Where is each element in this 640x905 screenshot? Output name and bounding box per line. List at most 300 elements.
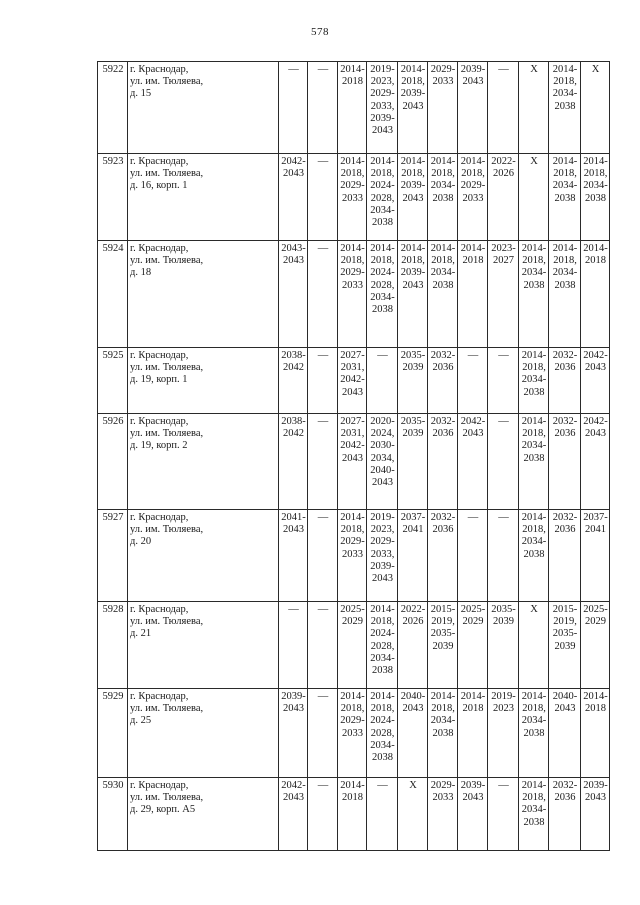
period-line: 2018, xyxy=(431,255,455,267)
period-line: 2025- xyxy=(583,604,608,615)
period-line: 2028, xyxy=(370,640,395,652)
period-line: 2029- xyxy=(460,180,486,192)
period-line: 2018, xyxy=(370,703,395,715)
period-line: 2018, xyxy=(340,168,365,180)
period-line: 2034- xyxy=(430,180,456,192)
period-cell xyxy=(428,510,458,602)
period-cell xyxy=(367,414,398,510)
address-line: г. Краснодар, xyxy=(130,604,189,615)
address-line: г. Краснодар, xyxy=(130,64,189,75)
period-line: — xyxy=(377,350,388,361)
period-line: 2036 xyxy=(432,524,454,536)
period-line: 2043 xyxy=(283,792,304,804)
period-line: 2018, xyxy=(370,255,395,267)
period-line: 2014- xyxy=(460,156,486,167)
period-line: 2025- xyxy=(460,604,486,615)
period-cell xyxy=(308,510,338,602)
period-cell xyxy=(519,348,549,414)
address-line: ул. им. Тюляева, xyxy=(130,76,204,88)
period-line: 2019, xyxy=(431,616,455,628)
address-line: г. Краснодар, xyxy=(130,780,189,791)
period-line: 2034- xyxy=(521,715,547,727)
period-line: 2018, xyxy=(401,76,425,88)
period-line: 2018, xyxy=(553,168,577,180)
period-line: 2019, xyxy=(553,616,577,628)
period-line: 2042- xyxy=(281,156,306,167)
period-cell xyxy=(279,602,308,689)
period-line: 2043 xyxy=(585,792,606,804)
period-cell xyxy=(279,154,308,241)
period-line: 2034- xyxy=(552,267,578,279)
period-line: — xyxy=(498,350,509,361)
period-line: 2042- xyxy=(281,780,306,791)
address-line: ул. им. Тюляева, xyxy=(130,362,204,374)
address-cell xyxy=(128,510,279,602)
period-line: 2018, xyxy=(522,428,546,440)
period-cell xyxy=(581,62,610,154)
period-line: 2042- xyxy=(583,350,608,361)
period-line: 2039- xyxy=(400,267,426,279)
period-line: 2038 xyxy=(372,304,393,316)
period-line: 2043 xyxy=(402,100,424,112)
period-line: 2038 xyxy=(372,665,393,677)
period-line: 2033 xyxy=(342,727,363,739)
period-cell xyxy=(338,778,367,851)
period-line: 2039 xyxy=(493,616,514,628)
period-line: 2043- xyxy=(281,243,306,254)
period-line: 2018, xyxy=(522,792,546,804)
period-line: Х xyxy=(591,64,600,75)
period-cell xyxy=(367,62,398,154)
period-line: 2018, xyxy=(522,524,546,536)
period-line: 2029 xyxy=(342,616,363,628)
period-line: 2014- xyxy=(340,691,365,702)
table-row xyxy=(98,510,610,602)
period-line: 2018, xyxy=(553,255,577,267)
period-line: 2038- xyxy=(281,416,306,427)
period-cell xyxy=(398,602,428,689)
period-line: 2036 xyxy=(432,428,454,440)
period-line: 2024- xyxy=(370,715,395,727)
period-cell xyxy=(428,241,458,348)
period-line: 2039- xyxy=(370,112,395,124)
period-cell xyxy=(428,689,458,778)
period-line: 2034- xyxy=(370,739,395,751)
period-cell xyxy=(488,348,519,414)
period-line: 2041 xyxy=(402,524,424,536)
period-line: 2014- xyxy=(340,780,365,791)
period-line: 2014- xyxy=(460,691,486,702)
period-line: 2027 xyxy=(493,255,514,267)
period-line: 2014- xyxy=(370,243,395,254)
period-line: 2023 xyxy=(493,703,514,715)
period-line: 2014- xyxy=(521,350,547,361)
period-line: 2042- xyxy=(340,374,365,386)
period-line: 2034- xyxy=(552,180,578,192)
period-cell xyxy=(519,241,549,348)
period-cell xyxy=(581,241,610,348)
period-line: 2014- xyxy=(583,691,608,702)
address-line: г. Краснодар, xyxy=(130,691,189,702)
address-line: г. Краснодар, xyxy=(130,350,189,361)
period-line: 2028, xyxy=(370,727,395,739)
period-line: 2019- xyxy=(491,691,516,702)
period-line: 2028, xyxy=(370,192,395,204)
period-line: 2039 xyxy=(402,428,424,440)
period-line: 2039- xyxy=(583,780,608,791)
table-row xyxy=(98,778,610,851)
period-line: 2035- xyxy=(491,604,516,615)
period-line: 2018, xyxy=(522,362,546,374)
address-cell xyxy=(128,241,279,348)
period-line: 2042 xyxy=(283,362,304,374)
period-cell xyxy=(308,348,338,414)
period-cell xyxy=(519,154,549,241)
period-line: 2018, xyxy=(461,168,485,180)
period-line: 2036 xyxy=(554,792,576,804)
period-line: 2019- xyxy=(370,64,395,75)
period-line: 2028, xyxy=(370,279,395,291)
period-line: 2038 xyxy=(523,548,545,560)
table-row xyxy=(98,348,610,414)
period-cell xyxy=(488,602,519,689)
period-line: Х xyxy=(530,156,538,167)
period-line: — xyxy=(377,780,388,791)
period-line: 2014- xyxy=(370,691,395,702)
period-line: 2027- xyxy=(340,416,365,427)
period-line: — xyxy=(317,156,329,167)
period-cell xyxy=(488,62,519,154)
period-line: 2038 xyxy=(554,279,576,291)
period-cell xyxy=(458,778,488,851)
period-line: — xyxy=(317,512,329,523)
period-line: 2032- xyxy=(552,780,578,791)
period-cell xyxy=(398,154,428,241)
period-line: 2029- xyxy=(430,64,456,75)
table-row xyxy=(98,62,610,154)
period-line: 2015- xyxy=(430,604,456,615)
period-line: 2018 xyxy=(462,703,484,715)
period-cell xyxy=(428,62,458,154)
period-line: — xyxy=(498,64,509,75)
period-cell xyxy=(488,510,519,602)
row-number: 5926 xyxy=(98,414,128,510)
period-cell xyxy=(458,510,488,602)
period-line: 2036 xyxy=(432,362,454,374)
period-line: — xyxy=(317,604,329,615)
row-number: 5922 xyxy=(98,62,128,154)
period-line: 2039- xyxy=(460,64,486,75)
period-line: 2014- xyxy=(521,416,547,427)
period-cell xyxy=(519,778,549,851)
period-line: Х xyxy=(530,604,538,615)
period-cell xyxy=(428,778,458,851)
period-line: 2033, xyxy=(370,100,395,112)
period-line: 2038 xyxy=(523,816,545,828)
address-cell xyxy=(128,689,279,778)
period-cell xyxy=(367,241,398,348)
period-cell xyxy=(428,414,458,510)
address-cell xyxy=(128,154,279,241)
period-line: 2029 xyxy=(585,616,606,628)
period-line: 2014- xyxy=(552,64,578,75)
period-cell xyxy=(458,602,488,689)
period-line: — xyxy=(467,512,479,523)
period-line: 2029- xyxy=(340,536,365,548)
period-line: 2014- xyxy=(521,512,547,523)
table-row xyxy=(98,414,610,510)
period-line: 2029- xyxy=(370,536,395,548)
period-line: 2043 xyxy=(342,452,363,464)
period-line: 2023- xyxy=(491,243,516,254)
period-cell xyxy=(458,154,488,241)
repair-schedule-table xyxy=(97,61,610,851)
period-line: Х xyxy=(409,780,417,791)
period-cell xyxy=(488,414,519,510)
period-line: 2027- xyxy=(340,350,365,361)
period-line: 2014- xyxy=(340,64,365,75)
period-cell xyxy=(367,154,398,241)
period-cell xyxy=(549,414,581,510)
period-line: 2014- xyxy=(430,156,456,167)
period-line: 2043 xyxy=(585,428,606,440)
period-cell xyxy=(549,689,581,778)
period-line: 2014- xyxy=(521,691,547,702)
period-line: 2039- xyxy=(460,780,486,791)
period-line: 2029 xyxy=(462,616,484,628)
row-number: 5927 xyxy=(98,510,128,602)
period-line: 2043 xyxy=(342,386,363,398)
period-cell xyxy=(398,414,428,510)
period-line: 2034- xyxy=(521,440,547,452)
period-line: 2018, xyxy=(340,703,365,715)
period-cell xyxy=(279,689,308,778)
row-number: 5930 xyxy=(98,778,128,851)
period-line: 2014- xyxy=(552,243,578,254)
period-cell xyxy=(338,241,367,348)
period-cell xyxy=(367,602,398,689)
period-line: 2043 xyxy=(283,524,304,536)
period-line: 2039- xyxy=(400,180,426,192)
period-line: 2029- xyxy=(340,715,365,727)
period-line: 2033 xyxy=(342,279,363,291)
period-line: 2033 xyxy=(342,548,363,560)
period-line: 2020- xyxy=(370,416,395,427)
period-line: 2033 xyxy=(342,192,363,204)
period-line: 2041 xyxy=(585,524,606,536)
period-line: 2032- xyxy=(552,416,578,427)
period-line: 2018, xyxy=(431,703,455,715)
period-line: 2029- xyxy=(430,780,456,791)
period-line: 2034, xyxy=(370,452,395,464)
period-cell xyxy=(428,154,458,241)
period-cell xyxy=(581,348,610,414)
address-line: д. 19, корп. 2 xyxy=(130,440,188,452)
period-line: 2014- xyxy=(370,604,395,615)
period-line: 2018 xyxy=(462,255,484,267)
period-line: 2042- xyxy=(340,440,365,452)
period-line: 2024, xyxy=(370,428,395,440)
period-cell xyxy=(581,778,610,851)
period-line: 2014- xyxy=(583,243,608,254)
period-cell xyxy=(338,510,367,602)
period-cell xyxy=(519,510,549,602)
period-cell xyxy=(549,510,581,602)
period-line: 2018 xyxy=(342,76,363,88)
period-cell xyxy=(581,689,610,778)
period-line: 2032- xyxy=(552,512,578,523)
period-line: 2034- xyxy=(521,267,547,279)
period-cell xyxy=(519,689,549,778)
period-line: 2043 xyxy=(402,279,424,291)
period-line: — xyxy=(498,512,509,523)
period-cell xyxy=(308,62,338,154)
period-line: 2038 xyxy=(372,217,393,229)
period-line: 2042- xyxy=(583,416,608,427)
address-line: г. Краснодар, xyxy=(130,243,189,254)
period-line: 2026 xyxy=(402,616,424,628)
period-cell xyxy=(398,241,428,348)
period-cell xyxy=(549,778,581,851)
period-line: 2025- xyxy=(340,604,365,615)
period-cell xyxy=(398,62,428,154)
period-line: 2039 xyxy=(402,362,424,374)
period-line: 2033, xyxy=(370,548,395,560)
period-line: 2036 xyxy=(554,524,576,536)
period-line: 2018, xyxy=(370,616,395,628)
period-cell xyxy=(458,689,488,778)
period-line: — xyxy=(317,64,329,75)
period-line: 2024- xyxy=(370,180,395,192)
address-line: д. 25 xyxy=(130,715,152,727)
period-line: Х xyxy=(530,64,538,75)
period-line: — xyxy=(317,350,329,361)
period-cell xyxy=(338,602,367,689)
period-line: 2043 xyxy=(402,703,424,715)
period-cell xyxy=(367,348,398,414)
period-cell xyxy=(488,778,519,851)
period-line: 2033 xyxy=(432,792,454,804)
period-line: 2038 xyxy=(523,727,545,739)
period-cell xyxy=(338,348,367,414)
period-cell xyxy=(338,62,367,154)
period-line: 2014- xyxy=(340,156,365,167)
period-cell xyxy=(308,602,338,689)
row-number: 5923 xyxy=(98,154,128,241)
row-number: 5925 xyxy=(98,348,128,414)
period-line: 2038 xyxy=(523,386,545,398)
period-line: 2014- xyxy=(552,156,578,167)
period-line: 2034- xyxy=(430,715,456,727)
period-line: — xyxy=(498,780,509,791)
period-cell xyxy=(338,154,367,241)
period-cell xyxy=(519,414,549,510)
period-line: 2014- xyxy=(370,156,395,167)
period-cell xyxy=(549,602,581,689)
address-line: ул. им. Тюляева, xyxy=(130,428,204,440)
period-cell xyxy=(458,241,488,348)
period-line: 2040- xyxy=(400,691,426,702)
period-line: 2037- xyxy=(583,512,608,523)
row-number: 5929 xyxy=(98,689,128,778)
period-cell xyxy=(367,689,398,778)
period-cell xyxy=(428,348,458,414)
period-line: 2018, xyxy=(340,255,365,267)
period-line: 2018, xyxy=(401,255,425,267)
table-row xyxy=(98,241,610,348)
period-line: 2022- xyxy=(400,604,426,615)
period-line: 2014- xyxy=(400,156,426,167)
period-line: — xyxy=(317,691,329,702)
period-cell xyxy=(488,154,519,241)
table-row xyxy=(98,689,610,778)
period-line: 2039- xyxy=(400,88,426,100)
period-cell xyxy=(581,414,610,510)
period-cell xyxy=(458,414,488,510)
period-line: 2034- xyxy=(370,652,395,664)
period-cell xyxy=(398,689,428,778)
address-line: д. 20 xyxy=(130,536,152,548)
period-line: 2037- xyxy=(400,512,426,523)
period-cell xyxy=(549,62,581,154)
period-cell xyxy=(338,689,367,778)
address-line: д. 15 xyxy=(130,88,152,100)
period-line: 2038 xyxy=(523,452,545,464)
period-line: 2034- xyxy=(370,291,395,303)
period-cell xyxy=(581,602,610,689)
period-line: 2043 xyxy=(585,362,606,374)
period-cell xyxy=(279,778,308,851)
period-line: 2043 xyxy=(462,792,484,804)
period-line: 2043 xyxy=(372,573,393,585)
period-cell xyxy=(488,241,519,348)
period-cell xyxy=(549,241,581,348)
address-line: ул. им. Тюляева, xyxy=(130,703,204,715)
period-line: 2034- xyxy=(430,267,456,279)
address-cell xyxy=(128,348,279,414)
period-line: 2014- xyxy=(430,243,456,254)
table-row xyxy=(98,602,610,689)
period-line: 2035- xyxy=(400,416,426,427)
period-line: 2043 xyxy=(283,703,304,715)
period-line: 2014- xyxy=(340,512,365,523)
table-body xyxy=(98,62,610,851)
period-line: — xyxy=(317,243,329,254)
period-line: 2014- xyxy=(400,64,426,75)
period-line: 2029- xyxy=(370,88,395,100)
period-line: 2030- xyxy=(370,440,395,452)
period-line: 2043 xyxy=(283,255,304,267)
address-cell xyxy=(128,602,279,689)
address-line: ул. им. Тюляева, xyxy=(130,255,204,267)
address-line: д. 19, корп. 1 xyxy=(130,374,188,386)
period-cell xyxy=(279,414,308,510)
period-line: 2034- xyxy=(552,88,578,100)
period-line: 2032- xyxy=(430,512,456,523)
period-cell xyxy=(308,154,338,241)
period-line: 2043 xyxy=(372,477,393,489)
period-line: 2031, xyxy=(340,428,365,440)
period-line: 2022- xyxy=(491,156,516,167)
period-line: 2043 xyxy=(283,168,304,180)
period-line: 2018, xyxy=(583,168,608,180)
period-line: 2018, xyxy=(401,168,425,180)
address-cell xyxy=(128,778,279,851)
period-cell xyxy=(279,241,308,348)
period-line: 2018, xyxy=(431,168,455,180)
period-line: — xyxy=(467,350,479,361)
period-line: 2018, xyxy=(370,168,395,180)
